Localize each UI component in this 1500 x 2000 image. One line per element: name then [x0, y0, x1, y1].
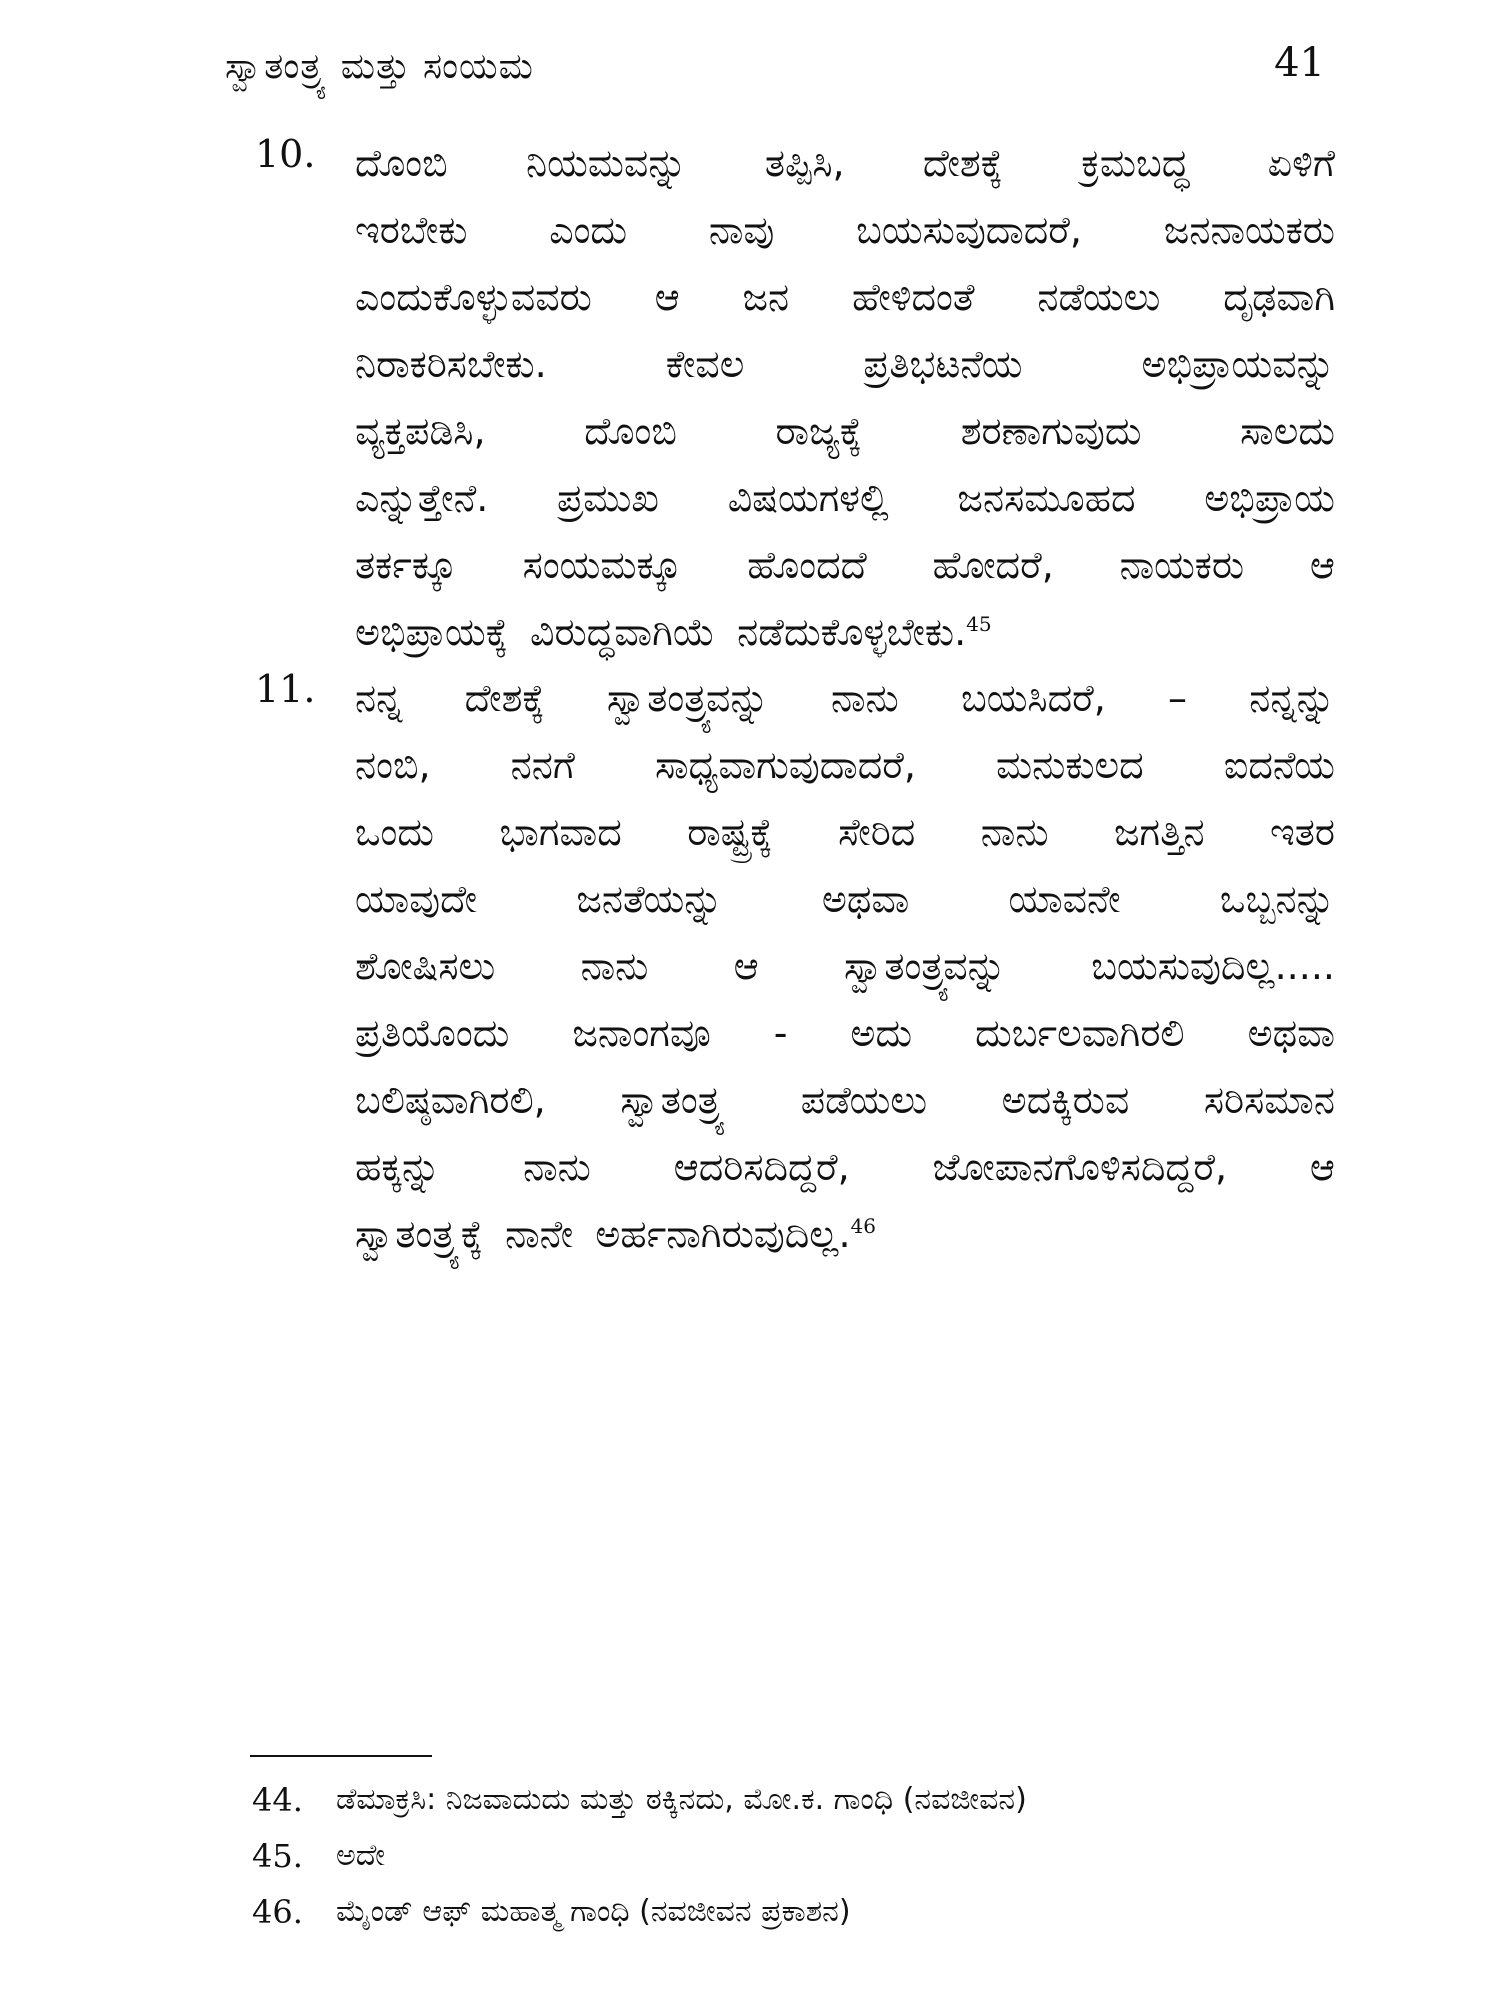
word: ನನ್ನನ್ನು [1249, 676, 1335, 720]
word: ನಡೆದುಕೊಳ್ಳಬೇಕು.$^{45}$ [737, 610, 992, 654]
footnote-reference: 46 [850, 1214, 876, 1238]
running-head [225, 40, 1325, 100]
footnote-text: ಅದೇ [336, 1838, 385, 1873]
word: ನಿರಾಕರಿಸಬೇಕು. [355, 342, 547, 386]
word: ಜನ [742, 275, 790, 319]
word: ಒಬ್ಬನನ್ನು [1219, 877, 1335, 921]
word: ಅಭಿಪ್ರಾಯವನ್ನು [1141, 342, 1335, 386]
word: ಕೇವಲ [665, 342, 745, 386]
word: ನಾನು [523, 1145, 591, 1189]
word: ಅಭಿಪ್ರಾಯಕ್ಕೆ [355, 610, 508, 654]
page-number: 41 [1274, 40, 1325, 86]
word: ಮನುಕುಲದ [996, 743, 1144, 787]
word: ಜೋಪಾನಗೊಳಿಸದಿದ್ದರೆ, [932, 1145, 1228, 1189]
footnote-number: 45. [252, 1837, 303, 1875]
footnotes [252, 1772, 1332, 1940]
word: ಅಥವಾ [821, 877, 910, 921]
text-line [355, 799, 1335, 866]
footnote-number: 46. [252, 1893, 303, 1931]
paragraph-lines [355, 665, 1335, 1268]
word: ನಡೆಯಲು [1037, 275, 1161, 319]
word: ಎಂದುಕೊಳ್ಳುವವರು [355, 275, 592, 319]
word: ನನ್ನ [355, 676, 403, 720]
word: ದೇಶಕ್ಕೆ [922, 141, 1003, 185]
word: ನಾನು [580, 944, 649, 988]
word: ಆ [1309, 1145, 1335, 1189]
word: ಬಯಸಿದರೆ, [960, 676, 1106, 720]
word: ವ್ಯಕ್ತಪಡಿಸಿ, [355, 409, 486, 453]
footnote-45 [252, 1828, 1332, 1884]
word: ಕ್ರಮಬದ್ಧ [1081, 141, 1190, 185]
text-line [355, 130, 1335, 197]
footnote-44 [252, 1772, 1332, 1828]
paragraph-number: 10. [255, 132, 316, 176]
text-line [355, 465, 1335, 532]
word: ಪ್ರತಿಯೊಂದು [355, 1011, 510, 1055]
word: ಸರಿಸಮಾನ [1203, 1078, 1335, 1122]
word: ಬಲಿಷ್ಠವಾಗಿರಲಿ, [355, 1078, 546, 1122]
footnote-text: ಡೆಮಾಕ್ರಸಿ: ನಿಜವಾದುದು ಮತ್ತು ಠಕ್ಕಿನದು, ಮೋ.ಕ. ಗಾಂಧಿ (ನವಜೀವನ) [336, 1782, 1027, 1817]
word: ಎಂದು [549, 208, 628, 252]
footnote-number: 44. [252, 1781, 303, 1819]
word: ಅರ್ಹನಾಗಿರುವುದಿಲ್ಲ.$^{46}$ [595, 1212, 876, 1256]
word: ಇರಬೇಕು [355, 208, 468, 252]
word: - [773, 1011, 788, 1055]
text-line [355, 599, 1335, 666]
word: ನಾನೇ [505, 1212, 574, 1256]
word: ಸಂಯಮಕ್ಕೂ [522, 543, 682, 587]
word: ಪ್ರಮುಖ [557, 476, 659, 520]
word: ನಾನು [831, 676, 899, 720]
word: ದೊಂಬಿ [584, 409, 677, 453]
word: ರಾಷ್ಟ್ರಕ್ಕೆ [687, 810, 773, 854]
word: ಅದಕ್ಕಿರುವ [1001, 1078, 1130, 1122]
word: ಐದನೆಯ [1223, 743, 1335, 787]
word: ಸಾಧ್ಯವಾಗುವುದಾದರೆ, [654, 743, 916, 787]
word: ನನಗೆ [510, 743, 575, 787]
text-line [355, 866, 1335, 933]
text-line [355, 732, 1335, 799]
text-line [355, 532, 1335, 599]
text-line [355, 665, 1335, 732]
footnote-divider [250, 1755, 432, 1757]
word: ಹೊಂದದೆ [747, 543, 867, 587]
word: ಇತರ [1270, 810, 1335, 854]
text-line [355, 264, 1335, 331]
word: ಬಯಸುವುದಾದರೆ, [856, 208, 1083, 252]
word: ಭಾಗವಾದ [499, 810, 622, 854]
text-line [355, 1067, 1335, 1134]
word: ನಾಯಕರು [1119, 543, 1245, 587]
footnote-text: ಮೈಂಡ್ ಆಫ್ ಮಹಾತ್ಮ ಗಾಂಧಿ (ನವಜೀವನ ಪ್ರಕಾಶನ) [336, 1894, 851, 1929]
word: ಜನತೆಯನ್ನು [576, 877, 723, 921]
word: ಬಯಸುವುದಿಲ್ಲ..... [1091, 944, 1335, 988]
word: ಹೇಳಿದಂತೆ [851, 275, 975, 319]
word: ಆ [733, 944, 759, 988]
word: – [1168, 676, 1188, 720]
word: ಪ್ರತಿಭಟನೆಯ [863, 342, 1023, 386]
word: ವಿರುದ್ಧವಾಗಿಯೆ [529, 610, 716, 654]
word: ಆ [654, 275, 680, 319]
word: ಅಥವಾ [1247, 1011, 1335, 1055]
word: ಹಕ್ಕನ್ನು [355, 1145, 441, 1189]
word: ದೃಢವಾಗಿ [1223, 275, 1335, 319]
word: ಸ್ವಾತಂತ್ರ್ಯವನ್ನು [844, 944, 1006, 988]
word: ನಿಯಮವನ್ನು [525, 141, 687, 185]
word: ಜನಾಂಗವೂ [572, 1011, 711, 1055]
word: ಸಾಲದು [1240, 409, 1335, 453]
running-title: ಸ್ವಾತಂತ್ರ್ಯ ಮತ್ತು ಸಂಯಮ [225, 46, 534, 87]
word: ಅದು [850, 1011, 913, 1055]
footnote-reference: 45 [966, 612, 992, 636]
text-line [355, 933, 1335, 1000]
text-line [355, 1201, 1335, 1268]
word: ಸ್ವಾತಂತ್ರ್ಯವನ್ನು [606, 676, 769, 720]
word: ದೊಂಬಿ [355, 141, 448, 185]
word: ಪಡೆಯಲು [800, 1078, 928, 1122]
word: ಆದರಿಸದಿದ್ದರೆ, [673, 1145, 850, 1189]
word: ಒಂದು [355, 810, 435, 854]
word: ಜನಸಮೂಹದ [957, 476, 1136, 520]
word: ಜನನಾಯಕರು [1163, 208, 1335, 252]
word: ಅಭಿಪ್ರಾಯ [1204, 476, 1335, 520]
word: ಆ [1309, 543, 1335, 587]
word: ಸ್ವಾತಂತ್ರ್ಯ [620, 1078, 727, 1122]
footnote-46 [252, 1884, 1332, 1940]
word: ದೇಶಕ್ಕೆ [464, 676, 545, 720]
word: ರಾಜ್ಯಕ್ಕೆ [775, 409, 863, 453]
word: ಶರಣಾಗುವುದು [960, 409, 1142, 453]
word: ನಾವು [708, 208, 775, 252]
paragraph-number: 11. [255, 667, 316, 711]
paragraph-lines [355, 130, 1335, 666]
word: ನಾನು [980, 810, 1049, 854]
word: ಸೇರಿದ [838, 810, 916, 854]
word: ಎನ್ನುತ್ತೇನೆ. [355, 476, 489, 520]
word: ಹೋದರೆ, [932, 543, 1054, 587]
word: ಸ್ವಾತಂತ್ರ್ಯಕ್ಕೆ [355, 1212, 484, 1256]
word: ಜಗತ್ತಿನ [1114, 810, 1205, 854]
text-line [355, 197, 1335, 264]
word: ಯಾವನೇ [1008, 877, 1121, 921]
text-line [355, 398, 1335, 465]
word: ದುರ್ಬಲವಾಗಿರಲಿ [975, 1011, 1185, 1055]
word: ತಪ್ಪಿಸಿ, [764, 141, 845, 185]
word: ನಂಬಿ, [355, 743, 431, 787]
word: ಏಳಿಗೆ [1267, 141, 1335, 185]
text-line [355, 1134, 1335, 1201]
word: ವಿಷಯಗಳಲ್ಲಿ [727, 476, 889, 520]
text-line [355, 1000, 1335, 1067]
text-line [355, 331, 1335, 398]
word: ಯಾವುದೇ [355, 877, 478, 921]
word: ಶೋಷಿಸಲು [355, 944, 496, 988]
word: ತರ್ಕಕ್ಕೂ [355, 543, 457, 587]
